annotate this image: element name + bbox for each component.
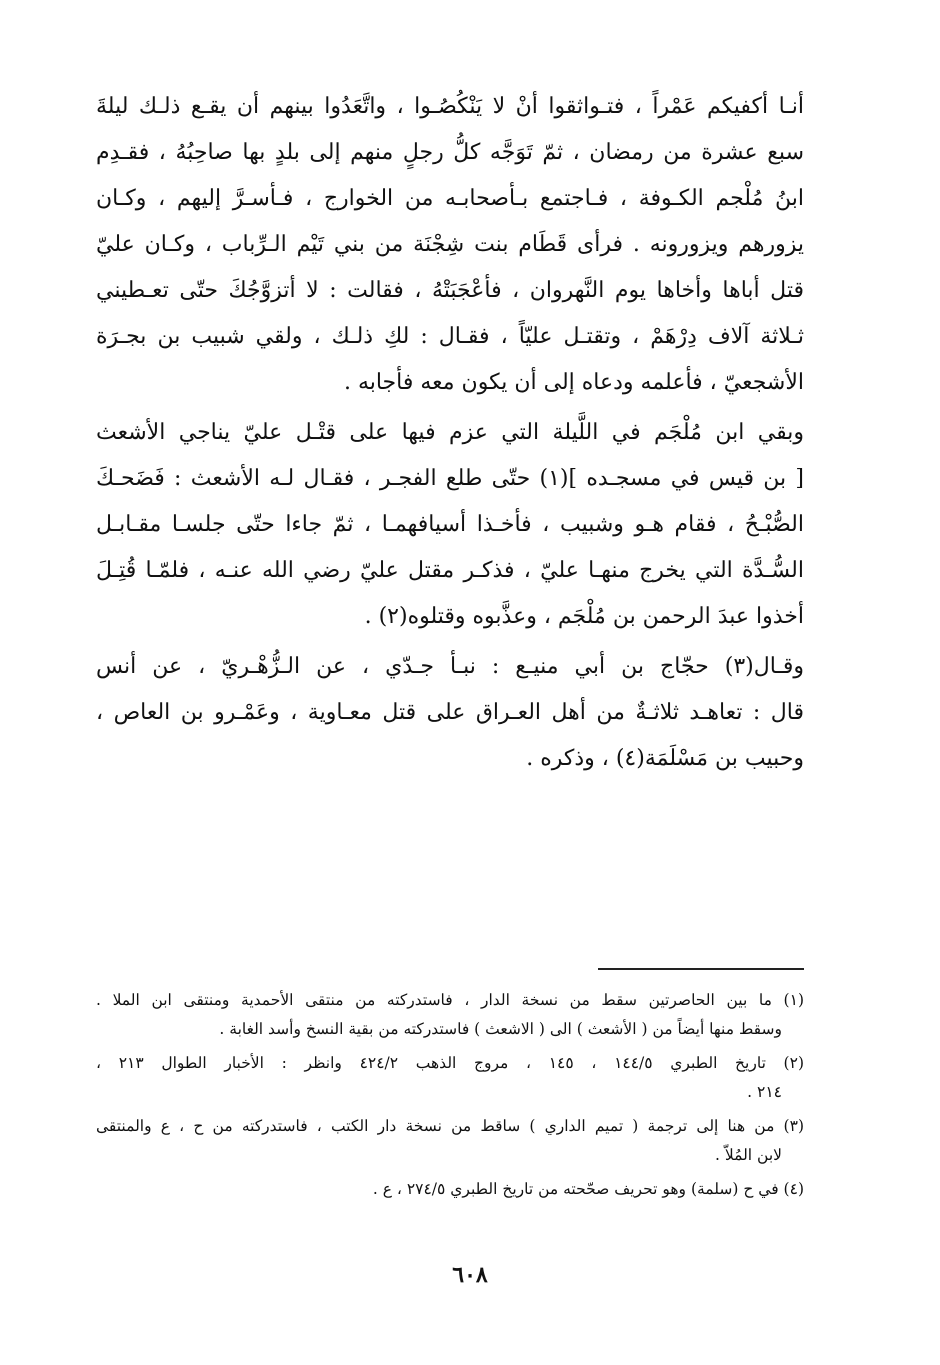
footnote-line: لابن المُلاّ . [715,1146,782,1164]
text-line: أخذوا عبدَ الرحمن بن مُلْجَم ، وعذَّبوه وقتلوه(٢) . [364,604,804,629]
footnote-line: (٤) في ح (سلمة) وهو تحريف صحّحته من تاريخ الطبري ٢٧٤/٥ ، ع . [372,1180,804,1198]
footnote-line: وسقط منها أيضاً من ( الأشعث ) الى ( الاشعث ) فاستدركته من بقية النسخ وأسد الغابة . [219,1020,782,1038]
text-line: يزورهم ويزورونه . فرأى قَطَام بنت شِجْنَة من بني تَيْم الـرِّباب ، وكـان عليّ [96,232,804,257]
text-line: السُّـدَّة التي يخرج منهـا عليّ ، فذكـر مقتل عليّ رضي الله عنـه ، فلمّـا قُتِـلَ [96,558,804,583]
text-line: قال : تعاهـد ثلاثـةٌ من أهل العـراق على قتل معـاوية ، وعَمْـرو بن العاص ، [96,700,804,725]
footnote-line: ٢١٤ . [747,1083,782,1101]
text-line: الأشجعيّ ، فأعلمه ودعاه إلى أن يكون معه فأجابه . [343,370,804,395]
footnote-line: (٢) تاريخ الطبري ١٤٤/٥ ، ١٤٥ ، مروج الذهب ٤٢٤/٢ وانظر : الأخبار الطوال ٢١٣ ، [96,1054,804,1072]
footnotes [96,986,804,1204]
text-line: ثـلاثة آلاف دِرْهَمْ ، وتقتـل عليّاً ، فقـال : لكِ ذلـك ، ولقي شبيب بن بجـرَة [96,324,804,349]
footnote-line: (١) ما بين الحاصرتين سقط من نسخة الدار ، فاستدركته من منتقى الأحمدية ومنتقى ابن الملا . [96,991,804,1009]
text-line: [ بن قيس في مسجـده ](١) حتّى طلع الفجـر ، فقـال لـه الأشعث : فَضَحـكَ [96,466,804,491]
main-text [96,84,804,782]
text-line: ابنُ مُلْجم الكـوفة ، فـاجتمع بـأصحابـه من الخوارج ، فـأسـرَّ إليهم ، وكـان [96,186,804,211]
footnote-line: (٣) من هنا إلى ترجمة ( تميم الداري ) ساقط من نسخة دار الكتب ، فاستدركته من ح ، ع والمنتقى [96,1117,804,1135]
text-line: أنـا أكفيكم عَمْراً ، فتـواثقوا أنْ لا يَنْكُصُـوا ، واتَّعَدُوا بينهم أن يقـع ذلـك ليلةَ [96,94,804,119]
text-line: وحبيب بن مَسْلَمَة(٤) ، وذكره . [526,746,804,771]
text-line: قتل أباها وأخاها يوم النَّهروان ، فأعْجَبَتْهُ ، فقالت : لا أتزوَّجُكَ حتّى تعـطيني [96,278,804,303]
text-line: وقـال(٣) حجّاج بن أبي منيـع : نبـأ جـدّي ، عن الـزُّهْـريّ ، عن أنس [96,654,804,679]
text-line: سبع عشرة من رمضان ، ثمّ تَوَجَّه كلُّ رجلٍ منهم إلى بلدٍ بها صاحِبُهُ ، فقـدِم [96,140,804,165]
page-number: ٦٠٨ [452,1262,488,1288]
text-line: وبقي ابن مُلْجَم في اللَّيلة التي عزم فيها على قتْـل عليّ يناجي الأشعث [96,420,804,445]
text-line: الصُّبْـحُ ، فقام هـو وشبيب ، فأخـذا أسيافهمـا ، ثمّ جاءا حتّى جلسـا مقـابـل [96,512,804,537]
footnote-separator [598,968,804,970]
